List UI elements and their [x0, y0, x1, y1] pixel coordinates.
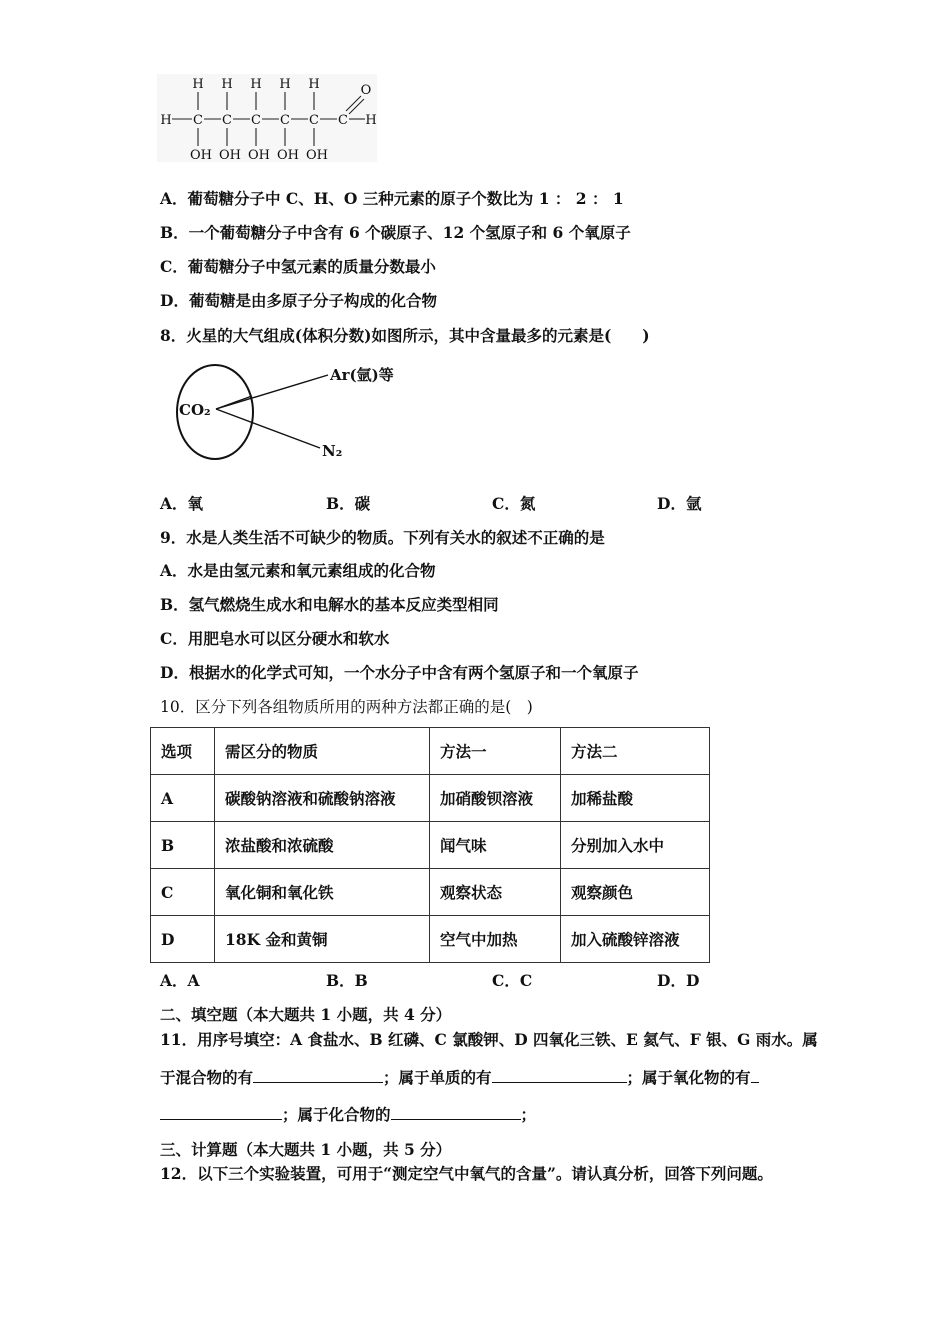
top-h-1: H [192, 77, 204, 92]
section-3-heading: 三、计算题（本大题共 1 小题，共 5 分） [160, 1140, 452, 1159]
q8-option-d: D．氩 [657, 494, 702, 513]
q10-stem: 10．区分下列各组物质所用的两种方法都正确的是( ) [160, 698, 533, 716]
oh-1: OH [190, 148, 212, 163]
table-row [151, 822, 710, 869]
q7-option-a: A．葡萄糖分子中 C、H、O 三种元素的原子个数比为 1 ： 2 ： 1 [160, 189, 624, 208]
mixture-blank[interactable] [253, 1066, 383, 1083]
table-header-row [151, 728, 710, 775]
q8-option-c: C．氮 [492, 494, 536, 513]
co2-label: CO₂ [179, 401, 211, 419]
q12-stem: 12．以下三个实验装置，可用于“测定空气中氧气的含量”。请认真分析，回答下列问题。 [160, 1164, 773, 1183]
oh-5: OH [306, 148, 328, 163]
compound-blank[interactable] [391, 1103, 521, 1120]
q7-option-b: B．一个葡萄糖分子中含有 6 个碳原子、12 个氢原子和 6 个氧原子 [160, 223, 631, 242]
q11-line2 [160, 1066, 759, 1088]
q9-stem: 9．水是人类生活不可缺少的物质。下列有关水的叙述不正确的是 [160, 528, 605, 547]
header-cell: 方法一 [430, 728, 561, 775]
table-cell: A [151, 775, 215, 822]
q8-stem: 8．火星的大气组成(体积分数)如图所示，其中含量最多的元素是( ) [160, 326, 650, 345]
carbon-4: C [280, 113, 290, 128]
table-cell: 浓盐酸和浓硫酸 [215, 822, 430, 869]
top-h-4: H [279, 77, 291, 92]
right-h: H [365, 113, 377, 128]
oh-4: OH [277, 148, 299, 163]
q10-table [150, 727, 710, 963]
section-2-heading: 二、填空题（本大题共 1 小题，共 4 分） [160, 1005, 452, 1024]
table-cell: 分别加入水中 [561, 822, 710, 869]
q8-option-a: A．氧 [160, 494, 204, 513]
table-cell: 加硝酸钡溶液 [430, 775, 561, 822]
glucose-structure-diagram [155, 72, 395, 167]
table-cell: 氧化铜和氧化铁 [215, 869, 430, 916]
left-h: H [160, 113, 172, 128]
q11-mixture-label: 于混合物的有 [160, 1068, 254, 1087]
carbon-3: C [251, 113, 261, 128]
table-row [151, 869, 710, 916]
q7-option-d: D．葡萄糖是由多原子分子构成的化合物 [160, 291, 437, 310]
table-cell: C [151, 869, 215, 916]
q10-option-d: D．D [657, 971, 700, 990]
q9-option-c: C．用肥皂水可以区分硬水和软水 [160, 629, 390, 648]
q10-option-b: B．B [326, 971, 368, 990]
q11-end: ； [520, 1105, 537, 1124]
table-cell: 观察状态 [430, 869, 561, 916]
aldehyde-oxygen: O [360, 83, 372, 98]
oh-2: OH [219, 148, 241, 163]
carbon-6: C [338, 113, 348, 128]
table-cell: 加入硫酸锌溶液 [561, 916, 710, 963]
n2-label: N₂ [322, 442, 343, 460]
top-h-2: H [221, 77, 233, 92]
carbon-1: C [193, 113, 203, 128]
q11-element-label: ；属于单质的有 [383, 1068, 492, 1087]
q7-option-c: C．葡萄糖分子中氢元素的质量分数最小 [160, 257, 436, 276]
mars-atmosphere-pie [170, 360, 430, 470]
argon-label: Ar(氩)等 [330, 366, 394, 384]
table-cell: 碳酸钠溶液和硫酸钠溶液 [215, 775, 430, 822]
element-blank[interactable] [492, 1066, 627, 1083]
q10-option-c: C．C [492, 971, 533, 990]
table-cell: B [151, 822, 215, 869]
table-cell: D [151, 916, 215, 963]
q8-option-b: B．碳 [326, 494, 371, 513]
header-cell: 选项 [151, 728, 215, 775]
oxide-blank-start[interactable] [751, 1066, 759, 1083]
header-cell: 方法二 [561, 728, 710, 775]
q9-option-b: B．氢气燃烧生成水和电解水的基本反应类型相同 [160, 595, 499, 614]
carbon-2: C [222, 113, 232, 128]
header-cell: 需区分的物质 [215, 728, 430, 775]
oxide-blank[interactable] [160, 1103, 282, 1120]
table-cell: 加稀盐酸 [561, 775, 710, 822]
q11-line1: 11．用序号填空：A 食盐水、B 红磷、C 氯酸钾、D 四氧化三铁、E 氦气、F 银、G 雨水。属 [160, 1030, 818, 1049]
table-row [151, 916, 710, 963]
q11-line3 [160, 1103, 536, 1125]
table-cell: 18K 金和黄铜 [215, 916, 430, 963]
carbon-5: C [309, 113, 319, 128]
table-cell: 观察颜色 [561, 869, 710, 916]
oh-3: OH [248, 148, 270, 163]
top-h-3: H [250, 77, 262, 92]
table-cell: 空气中加热 [430, 916, 561, 963]
q9-option-d: D．根据水的化学式可知，一个水分子中含有两个氢原子和一个氧原子 [160, 663, 639, 682]
q9-option-a: A．水是由氢元素和氧元素组成的化合物 [160, 561, 436, 580]
top-h-5: H [308, 77, 320, 92]
q10-option-a: A．A [160, 971, 200, 990]
q11-oxide-label: ；属于氧化物的有 [626, 1068, 751, 1087]
table-row [151, 775, 710, 822]
q11-compound-label: ；属于化合物的 [282, 1105, 391, 1124]
table-cell: 闻气味 [430, 822, 561, 869]
